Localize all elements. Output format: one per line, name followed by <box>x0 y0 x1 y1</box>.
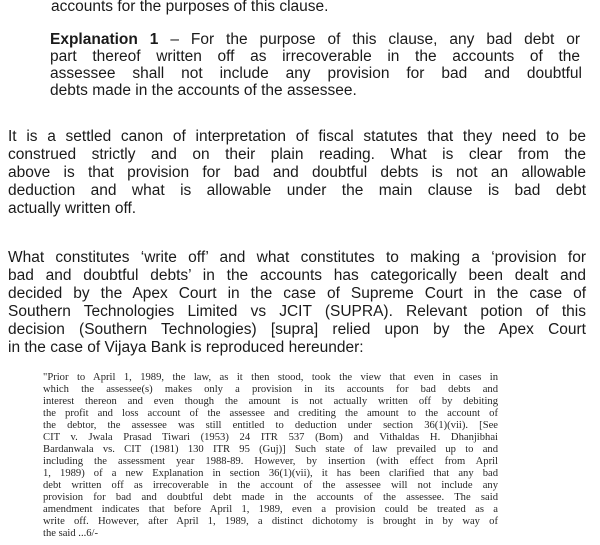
top-line: accounts for the purposes of this clause. <box>51 0 329 15</box>
quote-line-12: amendment indicates that before April 1, 1989, even a provision could be treated as a <box>43 504 498 515</box>
quote-line-13: write off. However, after April 1, 1989, a distinct dichotomy is brought in by way of <box>43 516 498 527</box>
quote-line-10: debt written off as irrecoverable in the account of the assessee will not include any <box>43 480 498 491</box>
quote-line-2: which the assessee(s) makes only a provision in its accounts for bad debts and <box>43 384 498 395</box>
explanation-line-4: debts made in the accounts of the assessee. <box>50 82 357 99</box>
quote-line-1: "Prior to April 1, 1989, the law, as it then stood, took the view that even in cases in <box>43 372 498 383</box>
para2-line-3: decided by the Apex Court in the case of Supreme Court in the case of <box>8 285 586 302</box>
para2-line-1: What constitutes ‘write off’ and what constitutes to making a ‘provision for <box>8 249 586 266</box>
explanation-line-3: assessee shall not include any provision for bad and doubtful <box>50 65 582 82</box>
para2-line-2: bad and doubtful debts’ in the accounts has categorically been dealt and <box>8 267 586 284</box>
quote-line-11: provision for bad and doubtful debt made in the accounts of the assessee. The said <box>43 492 498 503</box>
para1-line-5: actually written off. <box>8 200 137 217</box>
quote-line-5: the debtor, the assessee was still entitled to deduction under section 36(1)(vii). [See <box>43 420 498 431</box>
quote-line-3: interest thereon and even though the amount is not actually written off by debiting <box>43 396 498 407</box>
para1-line-3: above is that provision for bad and doubtful debts is not an allowable <box>8 164 586 181</box>
para2-line-6: in the case of Vijaya Bank is reproduced hereunder: <box>8 339 364 356</box>
para1-line-4: deduction and what is allowable under the main clause is bad debt <box>8 182 586 199</box>
explanation-text: – For the purpose of this clause, any bad debt or <box>158 31 580 48</box>
quote-line-7: Bardanwala vs. CIT (1981) 130 ITR 95 (Guj)] Such state of law prevailed up to and <box>43 444 498 455</box>
para1-line-1: It is a settled canon of interpretation of fiscal statutes that they need to be <box>8 128 586 145</box>
quote-line-4: the profit and loss account of the assessee and crediting the amount to the account of <box>43 408 498 419</box>
para2-line-5: decision (Southern Technologies) [supra] relied upon by the Apex Court <box>8 321 586 338</box>
quote-line-9: 1, 1989) of a new Explanation in section 36(1)(vii), it has been clarified that any bad <box>43 468 498 479</box>
explanation-heading: Explanation 1 <box>50 31 159 48</box>
quote-line-6: CIT v. Jwala Prasad Tiwari (1953) 24 ITR 537 (Bom) and Vithaldas H. Dhanjibhai <box>43 432 498 443</box>
explanation-line-2: part thereof written off as irrecoverable in the accounts of the <box>50 48 580 65</box>
para2-line-4: Southern Technologies Limited vs JCIT (SUPRA). Relevant potion of this <box>8 303 586 320</box>
para1-line-2: construed strictly and on their plain reading. What is clear from the <box>8 146 586 163</box>
quote-line-8: including the assessment year 1988-89. However, by insertion (with effect from April <box>43 456 498 467</box>
quote-line-14: the said ...6/- <box>43 528 99 539</box>
